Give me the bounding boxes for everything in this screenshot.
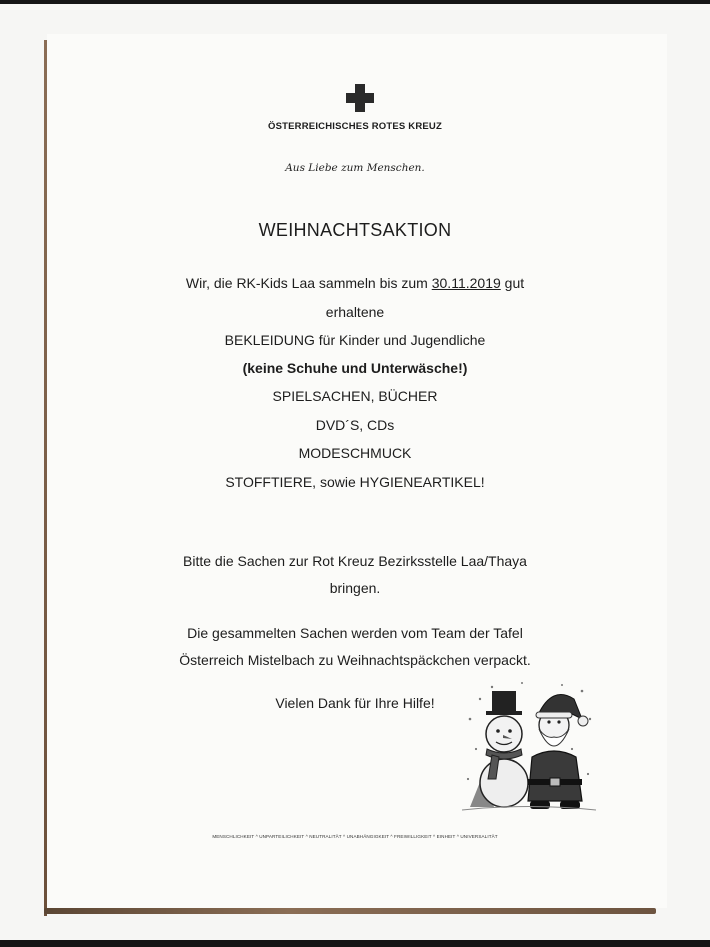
body-line-9: Bitte die Sachen zur Rot Kreuz Bezirksstelle Laa/Thaya xyxy=(183,553,527,569)
body-line-12: Österreich Mistelbach zu Weihnachtspäckchen verpackt. xyxy=(179,652,531,668)
collection-deadline: 30.11.2019 xyxy=(431,275,501,291)
snowman-santa-illustration xyxy=(462,679,596,814)
body-line-1 xyxy=(0,275,710,291)
body-line-8: STOFFTIERE, sowie HYGIENEARTIKEL! xyxy=(225,474,485,490)
page-edge-bottom xyxy=(44,908,656,914)
body-line-5: SPIELSACHEN, BÜCHER xyxy=(272,388,438,404)
page-title: WEIHNACHTSAKTION xyxy=(258,220,452,240)
slogan: Aus Liebe zum Menschen. xyxy=(285,162,425,174)
line1-post: gut xyxy=(500,275,525,291)
body-line-10: bringen. xyxy=(329,580,381,596)
principles-footer: MENSCHLICHKEIT ^ UNPARTEILICHKEIT ^ NEUTRALITÄT ^ UNABHÄNGIGKEIT ^ FREIWILLIGKEIT ^ EINHEIT ^ UNIVERSALITÄT xyxy=(212,834,498,839)
body-line-3: BEKLEIDUNG für Kinder und Jugendliche xyxy=(224,332,486,348)
thank-you-line: Vielen Dank für Ihre Hilfe! xyxy=(275,695,435,711)
body-line-6: DVD´S, CDs xyxy=(315,417,395,433)
body-line-4: (keine Schuhe und Unterwäsche!) xyxy=(242,360,468,376)
organization-name: ÖSTERREICHISCHES ROTES KREUZ xyxy=(268,121,442,132)
line1-pre: Wir, die RK-Kids Laa sammeln bis zum xyxy=(185,275,432,291)
body-line-11: Die gesammelten Sachen werden vom Team der Tafel xyxy=(187,625,523,641)
document-photo xyxy=(0,4,710,940)
body-line-7: MODESCHMUCK xyxy=(298,445,412,461)
body-line-2: erhaltene xyxy=(325,304,385,320)
red-cross-icon xyxy=(346,84,374,112)
